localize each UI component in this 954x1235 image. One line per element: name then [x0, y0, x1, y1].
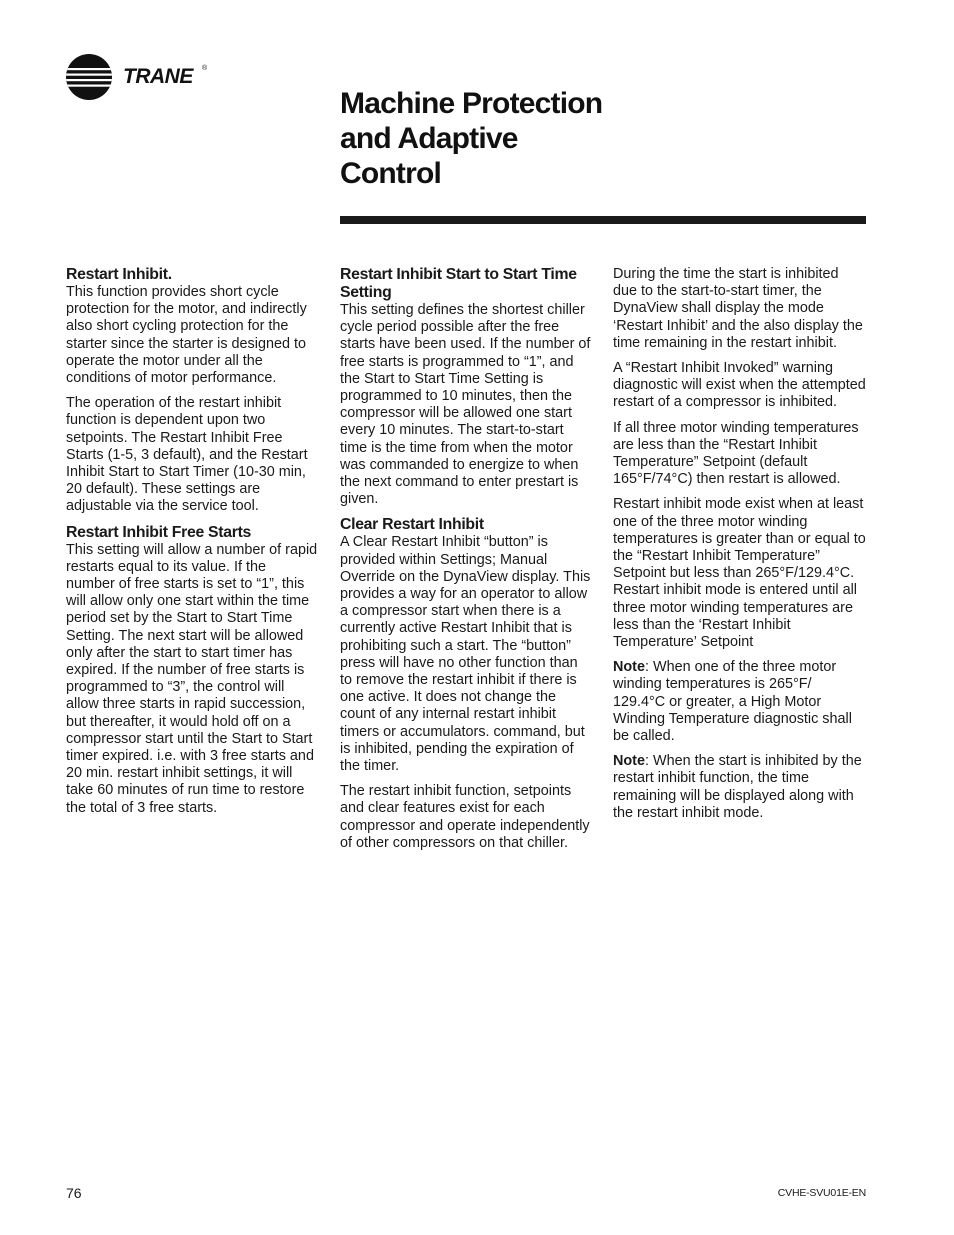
note-paragraph	[613, 753, 866, 822]
note-paragraph	[613, 659, 866, 745]
title-divider	[340, 216, 866, 224]
title-line-1: Machine Protection	[340, 87, 603, 120]
heading-restart-inhibit: Restart Inhibit.	[66, 266, 172, 283]
column-3	[613, 266, 866, 830]
document-code: CVHE-SVU01E-EN	[777, 1187, 866, 1199]
heading-clear-restart-inhibit: Clear Restart Inhibit	[340, 516, 484, 534]
paragraph: During the time the start is inhibited due to the start-to-start timer, the DynaView shall display the mode ‘Restart Inhibit’ and the also display the time remaining in the restart inhibit.	[613, 266, 863, 351]
page-title	[340, 86, 602, 191]
paragraph: A “Restart Inhibit Invoked” warning diagnostic will exist when the attempted restart of a compressor is inhibited.	[613, 360, 866, 411]
paragraph: Restart inhibit mode exist when at least one of the three motor winding temperatures is greater than or equal to the “Restart Inhibit Temperature” Setpoint but less than 265°F/129.4°C. Restart inhibit mode is entered until all three motor winding temperatures are less than the ‘Restart Inhibit Temperature’ Setpoint	[613, 496, 866, 651]
brand-registered-mark: ®	[202, 65, 208, 72]
note-text: : When one of the three motor winding temperatures is 265°F/ 129.4°C or greater, a High Motor Winding Temperature diagnostic shall be called.	[613, 659, 852, 745]
paragraph: If all three motor winding temperatures are less than the “Restart Inhibit Temperature” Setpoint (default 165°F/74°C) then restart is allowed.	[613, 419, 859, 488]
title-line-2: and Adaptive	[340, 122, 518, 155]
heading-start-to-start: Restart Inhibit Start to Start Time Setting	[340, 266, 577, 301]
heading-free-starts: Restart Inhibit Free Starts	[66, 523, 252, 541]
paragraph: The operation of the restart inhibit function is dependent upon two setpoints. The Restart Inhibit Free Starts (1-5, 3 default), and the Restart Inhibit Start to Start Timer (10-30 min, 20 default). These settings are adjustable via the service tool.	[66, 395, 308, 515]
paragraph: The restart inhibit function, setpoints and clear features exist for each compressor and operate independently of other compressors on that chiller.	[340, 783, 590, 851]
paragraph: This setting will allow a number of rapid restarts equal to its value. If the number of free starts is set to “1”, this will allow only one start within the time period set by the Start to Start Time Setting. The next start will be allowed only after the start to start timer has expired. If the number of free starts is programmed to “3”, the control will allow three starts in rapid succession, but thereafter, it would hold off on a compressor start until the Start to Start timer expired. i.e. with 3 free starts and 20 min. restart inhibit settings, it will take 60 minutes of run time to restore the total of 3 free starts.	[66, 541, 318, 816]
page-number: 76	[66, 1185, 82, 1201]
note-label: Note	[613, 659, 645, 676]
column-1	[66, 266, 318, 825]
paragraph: This setting defines the shortest chiller cycle period possible after the free starts have been used. If the number of free starts is programmed to “1”, and the Start to Start Time Setting is programmed to 10 minutes, then the compressor will be allowed one start every 10 minutes. The start-to-start time is the time from when the motor was commanded to energize to when the next command to enter prestart is given.	[340, 302, 591, 508]
brand-name: TRANE	[123, 65, 193, 88]
column-2	[340, 266, 592, 860]
paragraph: A Clear Restart Inhibit “button” is provided within Settings; Manual Override on the DynaView display. This provides a way for an operator to allow a compressor start when there is a currently active Restart Inhibit that is prohibiting such a start. The “button” press will have no other function than to remove the restart inhibit if there is one active. It does not change the count of any internal restart inhibit timers or accumulators. command, but is inhibited, pending the expiration of the timer.	[340, 534, 591, 775]
trane-logo	[66, 53, 216, 101]
note-label: Note	[613, 753, 645, 770]
title-line-3: Control	[340, 157, 442, 190]
paragraph: This function provides short cycle protection for the motor, and indirectly also short cycling protection for the starter since the starter is designed to operate the motor under all the conditions of motor performance.	[66, 284, 307, 387]
note-text: : When the start is inhibited by the restart inhibit function, the time remaining will be displayed along with the restart inhibit mode.	[613, 753, 862, 821]
